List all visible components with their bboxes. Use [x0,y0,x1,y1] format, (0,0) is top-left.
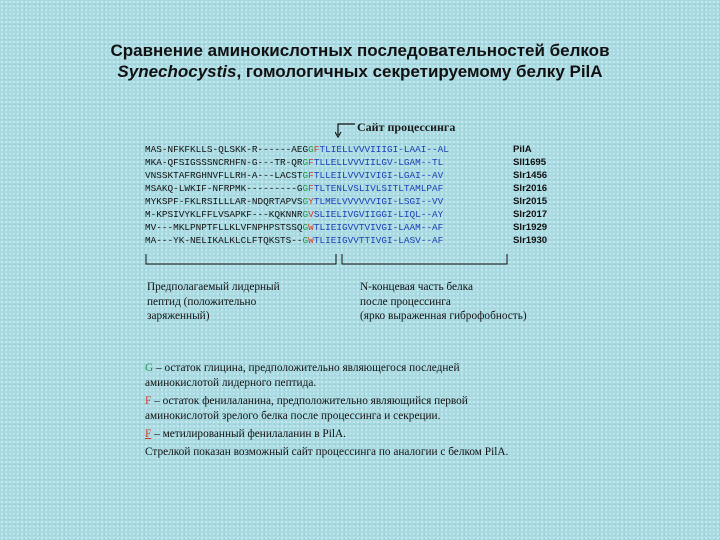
first-mature-residue: W [308,235,314,246]
protein-name: Slr1456 [513,170,548,181]
legend-phenylalanine [145,394,615,424]
glycine-residue: G [302,222,309,233]
mature-sequence-tail: --TL [420,157,444,168]
first-mature-residue: V [308,209,314,220]
legend-f-text-1: – остаток фенилаланина, предположительно являющийся первой [151,395,468,407]
glycine-residue: G [302,209,309,220]
leader-bracket [146,254,336,264]
protein-name: Slr2016 [513,183,548,194]
leader-sequence: MA---YK-NELIKALKLCLFTQKSTS-- [145,235,303,246]
protein-name: Slr1930 [513,235,548,246]
caption-line: N-концевая часть белка [360,281,474,293]
protein-name: Sll1695 [513,157,547,168]
caption-line: заряженный) [147,310,210,322]
protein-name: Slr2017 [513,209,548,220]
mature-sequence-tail: --AL [426,144,449,155]
legend-arrow-note-text: Стрелкой показан возможный сайт процессинга по аналогии с белком PilA. [145,446,509,458]
leader-sequence: M-KPSIVYKLFFLVSAPKF---KQKNNR [145,209,303,220]
legend-glycine [145,361,615,391]
caption-line: (ярко выраженная гиброфобность) [360,310,527,322]
mature-sequence-tail: --VV [420,196,444,207]
protein-name: Slr1929 [513,222,548,233]
first-mature-residue: F [313,144,320,155]
legend-g-letter: G [145,362,154,374]
leader-sequence: MKA-QFSIGSSSNCRHFN-G---TR-QR [145,157,303,168]
mature-sequence: TLLELLVVVIILGV-LGAM [313,157,421,168]
mature-sequence-tail: --AV [420,170,444,181]
first-mature-residue: W [308,222,314,233]
mature-protein-caption [360,280,590,324]
mature-sequence-tail: --AY [420,209,444,220]
first-mature-residue: F [308,183,314,194]
protein-name: PilA [513,144,532,155]
title-line-2-rest: , гомологичных секретируемому белку PilA [236,62,603,81]
mature-sequence-tail: --AF [420,235,444,246]
legend-g-text-1: – остаток глицина, предположительно являющегося последней [153,362,460,374]
legend-arrow-note [145,445,615,460]
processing-site-label: Сайт процессинга [357,120,456,134]
legend-f-text-2: аминокислотой зрелого белка после процессинга и секреции. [145,410,441,422]
glycine-residue: G [302,170,309,181]
legend-methylated [145,427,615,442]
protein-name: Slr2015 [513,196,548,207]
glycine-residue: G [302,157,309,168]
legend-e-text: – метилированный фенилаланин в PilA. [151,428,346,440]
mature-sequence: TLLEILVVVIVIGI-LGAI [313,170,421,181]
first-mature-residue: F [308,170,314,181]
mature-bracket [342,254,507,264]
glycine-residue: G [302,183,309,194]
legend-e-letter: F [145,428,152,440]
glycine-residue: G [302,235,309,246]
mature-sequence-tail: --AF [420,222,444,233]
mature-sequence: TLMELVVVVVVIGI-LSGI [313,196,421,207]
leader-sequence: MAS-NFKFKLLS-QLSKK-R------AEG [145,144,309,155]
first-mature-residue: Y [308,196,314,207]
mature-sequence: TLIELLVVVIIIGI-LAAI [319,144,427,155]
caption-line: пептид (положительно [147,295,257,308]
leader-sequence: VNSSKTAFRGHNVFLLRH-A---LACST [145,170,303,181]
leader-sequence: MV---MKLPNPTFLLKLVFNPHPSTSSQ [145,222,303,233]
glycine-residue: G [308,144,314,155]
mature-sequence: TLIEIGVVTVIVGI-LAAM [313,222,421,233]
legend [145,361,615,463]
caption-line: после процессинга [360,295,451,308]
legend-f-letter: F [145,395,152,407]
caption-line: Предполагаемый лидерный [147,281,280,293]
leader-sequence: MSAKQ-LWKIF-NFRPMK---------G [145,183,303,194]
mature-sequence: TLTENLVSLIVLSITLTAM [313,183,421,194]
first-mature-residue: F [308,157,314,168]
glycine-residue: G [302,196,309,207]
mature-sequence: SLIELIVGVIIGGI-LIQL [313,209,421,220]
title-organism: Synechocystis [117,62,237,81]
leader-peptide-caption [147,280,337,324]
mature-sequence-tail: LPAF [420,183,444,194]
legend-g-text-2: аминокислотой лидерного пептида. [145,377,317,389]
title-line-1: Сравнение аминокислотных последовательностей белков [110,41,610,60]
mature-sequence: TLIEIGVVTTIVGI-LASV [313,235,421,246]
leader-sequence: MYKSPF-FKLRSILLLAR-NDQRTAPVS [145,196,303,207]
